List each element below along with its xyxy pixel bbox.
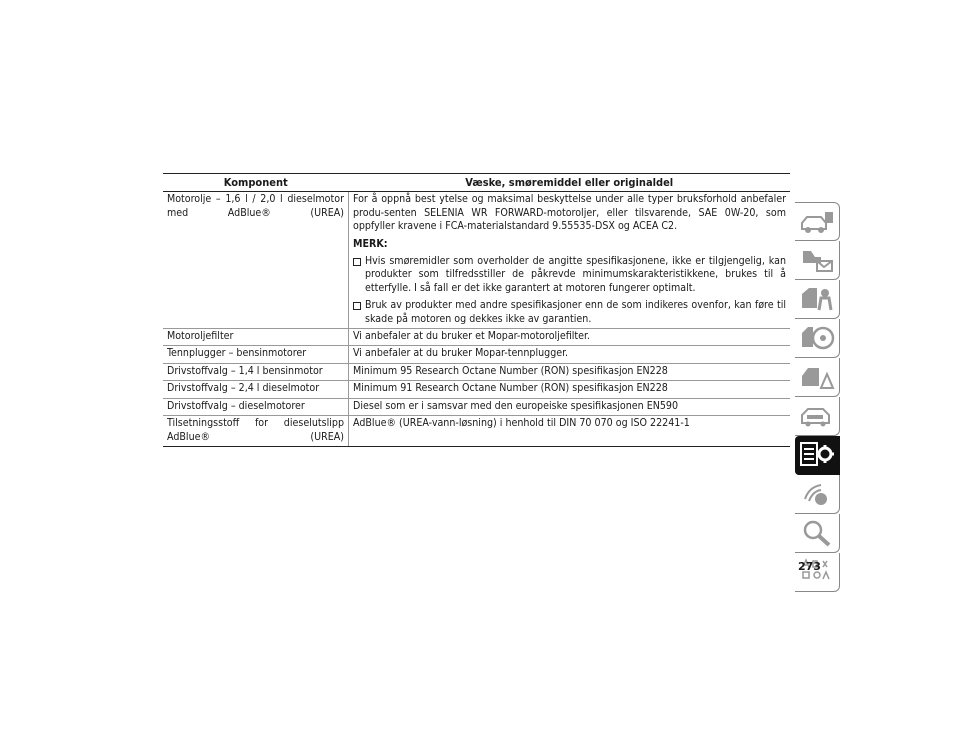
tab-search[interactable] — [795, 514, 840, 553]
table-row — [163, 363, 790, 380]
note-bullet — [353, 255, 786, 295]
checkbox-bullet-icon — [353, 299, 365, 326]
description-cell: AdBlue® (UREA-vann-løsning) i henhold til DIN 70 070 og ISO 22241-1 — [349, 416, 791, 447]
note-label: MERK: — [353, 237, 388, 250]
car-mail-icon — [799, 245, 835, 275]
note-bullet-text: Bruk av produkter med andre spesifikasjoner enn de som indikeres ovenfor, kan føre til skade på motoren og dekkes ikke av garantien. — [365, 299, 786, 325]
tab-specifications[interactable] — [795, 436, 840, 475]
tab-car-info[interactable] — [795, 202, 840, 241]
search-magnifier-icon — [799, 518, 835, 548]
description-cell: Minimum 91 Research Octane Number (RON) spesifikasjon EN228 — [349, 381, 791, 398]
description-text: For å oppnå best ytelse og maksimal beskyttelse under alle typer bruksforhold anbefaler produ-senten SELENIA WR FORWARD-motoroljer, eller tilsvarende, SAE 0W-20, som oppfyller kravene i FCA-materialstandard 9.55535-DSX og ACEA C2. — [353, 193, 786, 233]
component-cell: Drivstoffvalg – 2,4 l dieselmotor — [163, 381, 349, 398]
component-cell: Motorolje – 1,6 l / 2,0 l dieselmotor med AdBlue® (UREA) — [163, 192, 349, 329]
note-bullet-text: Hvis smøremidler som overholder de angitte spesifikasjonene, ikke er tilgjengelig, kan produkter som tilfredsstiller de påkrevde minimumskarakteristikkene, brukes til å etterfylle. I så fall er det ikke garantert at motoren fungerer optimalt. — [365, 255, 786, 294]
description-cell: Vi anbefaler at du bruker et Mopar-motoroljefilter. — [349, 329, 791, 346]
header-component: Komponent — [163, 174, 349, 192]
steering-wheel-icon — [799, 323, 835, 353]
component-cell: Tennplugger – bensinmotorer — [163, 346, 349, 363]
tab-car-person[interactable] — [795, 280, 840, 319]
description-cell — [349, 192, 791, 329]
component-cell: Drivstoffvalg – dieselmotorer — [163, 398, 349, 415]
table-row — [163, 346, 790, 363]
description-cell: Minimum 95 Research Octane Number (RON) spesifikasjon EN228 — [349, 363, 791, 380]
component-cell: Tilsetningsstoff for dieselutslipp AdBlue® (UREA) — [163, 416, 349, 447]
tab-car-service[interactable] — [795, 397, 840, 436]
table-row — [163, 416, 790, 447]
header-fluid: Væske, smøremiddel eller originaldel — [349, 174, 791, 192]
component-cell: Drivstoffvalg – 1,4 l bensinmotor — [163, 363, 349, 380]
specifications-gear-icon — [799, 440, 835, 470]
table-row — [163, 329, 790, 346]
multimedia-icon — [799, 479, 835, 509]
table-row — [163, 398, 790, 415]
note-bullet — [353, 299, 786, 326]
car-service-icon — [799, 401, 835, 431]
component-cell: Motoroljefilter — [163, 329, 349, 346]
table-header-row — [163, 174, 790, 192]
table-row — [163, 381, 790, 398]
description-cell: Diesel som er i samsvar med den europeiske spesifikasjonen EN590 — [349, 398, 791, 415]
specifications-table — [163, 173, 790, 447]
page-number: 273 — [798, 560, 821, 573]
car-warning-icon — [799, 362, 835, 392]
tab-steering[interactable] — [795, 319, 840, 358]
tab-car-warning[interactable] — [795, 358, 840, 397]
tab-multimedia[interactable] — [795, 475, 840, 514]
description-cell: Vi anbefaler at du bruker Mopar-tennplugger. — [349, 346, 791, 363]
car-info-icon — [799, 207, 835, 237]
table-row — [163, 192, 790, 329]
tab-car-mail[interactable] — [795, 241, 840, 280]
checkbox-bullet-icon — [353, 255, 365, 295]
chapter-tabs — [795, 202, 840, 592]
car-person-icon — [799, 284, 835, 314]
